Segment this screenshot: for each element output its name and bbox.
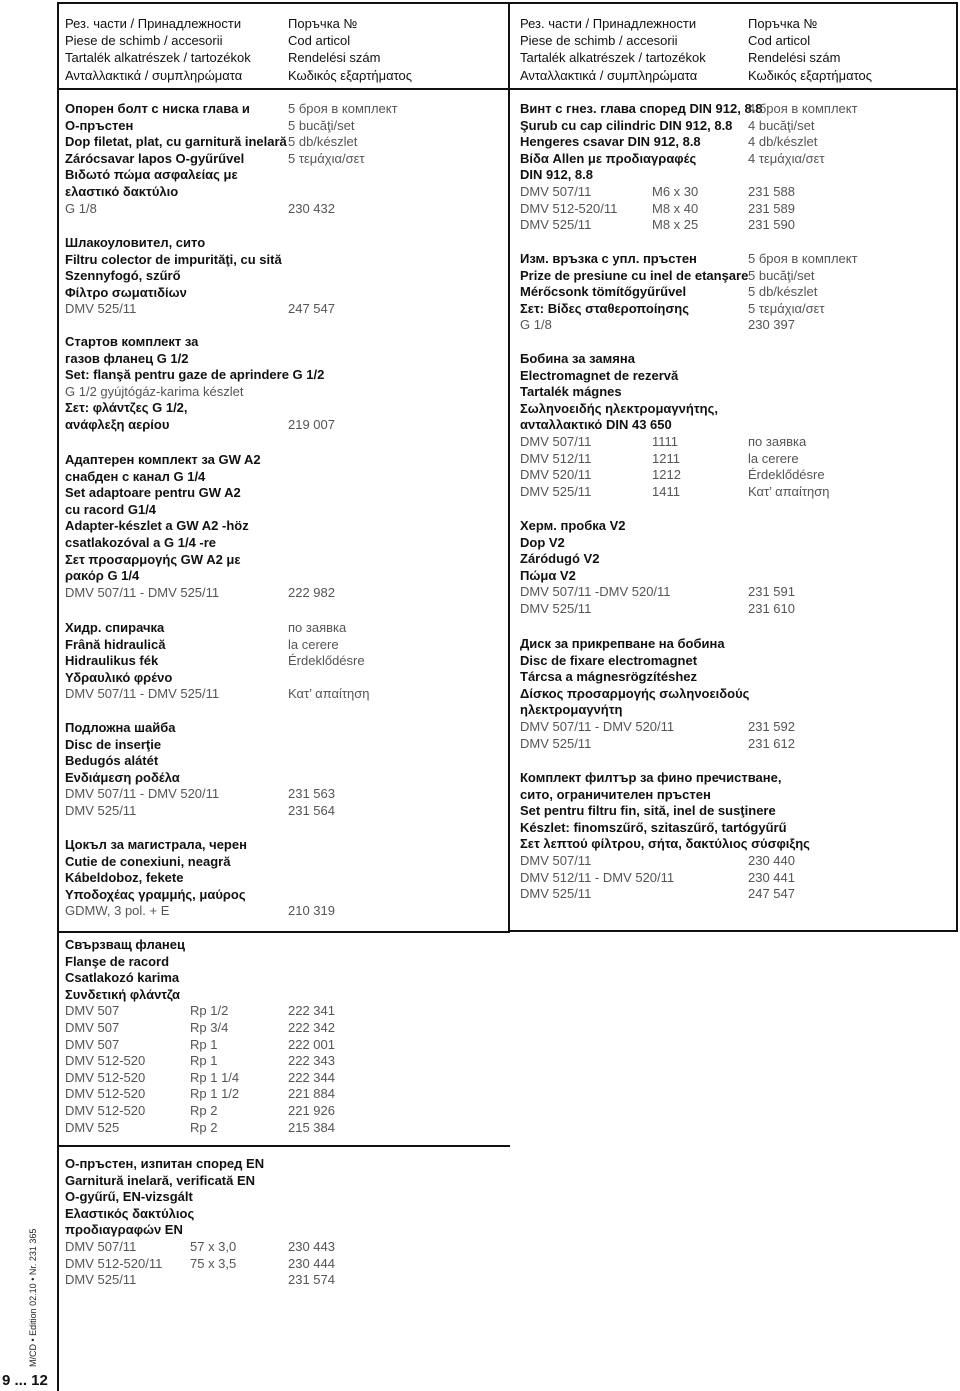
part-description: O-gyűrű, EN-vizsgált bbox=[65, 1189, 193, 1205]
header-right-line: Cod articol bbox=[748, 33, 811, 49]
part-number: 247 547 bbox=[748, 886, 795, 902]
part-description: Hidraulikus fék bbox=[65, 653, 159, 669]
part-description: Стартов комплект за bbox=[65, 334, 199, 349]
part-description: Υποδοχέας γραμμής, μαύρος bbox=[65, 886, 246, 902]
part-description: DMV 507/11 -DMV 520/11 bbox=[520, 584, 671, 600]
part-size: 1111 bbox=[652, 434, 679, 449]
part-description: Свързващ фланец bbox=[65, 937, 186, 952]
part-number: 230 440 bbox=[748, 853, 795, 868]
right-border bbox=[956, 2, 958, 931]
part-description: О-пръстен, изпитан според EN bbox=[65, 1156, 265, 1171]
part-description: Ελαστικός δακτύλιος bbox=[65, 1205, 195, 1221]
part-size: Rp 2 bbox=[190, 1119, 218, 1135]
part-description: ανάφλεξη αερίου bbox=[65, 417, 170, 432]
part-description: Frână hidraulică bbox=[65, 636, 166, 652]
part-description: G 1/2 gyújtógáz-karima készlet bbox=[65, 383, 244, 399]
part-number: 5 db/készlet bbox=[748, 284, 818, 300]
part-description: Φίλτρο σωματιδίων bbox=[65, 284, 187, 300]
part-description: DMV 507 bbox=[65, 1036, 120, 1052]
part-description: DMV 507/11 bbox=[520, 853, 592, 868]
part-number: 231 591 bbox=[748, 584, 795, 600]
part-number: 222 341 bbox=[288, 1003, 335, 1019]
header-left-line: Рез. части / Принадлежности bbox=[520, 16, 697, 31]
part-description: Опорен болт с ниска глава и bbox=[65, 101, 250, 116]
part-number: Κατ’ απαίτηση bbox=[288, 686, 370, 702]
part-number: 5 τεμάχια/σετ bbox=[748, 300, 825, 316]
part-description: DMV 525/11 bbox=[520, 886, 592, 902]
part-number: 230 444 bbox=[288, 1255, 335, 1271]
part-number: 231 612 bbox=[748, 735, 795, 751]
part-number: по заявка bbox=[288, 620, 347, 635]
header-right-line: Поръчка № bbox=[288, 16, 358, 31]
part-size: Rp 1 1/2 bbox=[190, 1086, 240, 1102]
part-description: DMV 512-520 bbox=[65, 1086, 146, 1102]
part-description: DMV 520/11 bbox=[520, 467, 592, 483]
part-size: Rp 1 bbox=[190, 1053, 218, 1069]
part-number: 231 590 bbox=[748, 217, 795, 233]
part-description: DMV 507/11 - DMV 520/11 bbox=[65, 786, 220, 802]
part-number: 247 547 bbox=[288, 301, 335, 317]
part-number: 231 592 bbox=[748, 719, 795, 734]
part-size: Rp 1 1/4 bbox=[190, 1069, 240, 1085]
part-description: DMV 512-520 bbox=[65, 1053, 146, 1069]
part-description: προδιαγραφών EN bbox=[65, 1222, 183, 1238]
part-description: Prize de presiune cu inel de etanşare bbox=[520, 267, 749, 283]
part-number: 231 574 bbox=[288, 1272, 335, 1288]
part-number: по заявка bbox=[748, 434, 807, 449]
part-description: Disc de fixare electromagnet bbox=[520, 652, 698, 668]
part-description: DMV 512-520 bbox=[65, 1069, 146, 1085]
part-description: Mérőcsonk tömítőgyűrűvel bbox=[520, 284, 687, 300]
part-description: Адаптерен комплект за GW A2 bbox=[65, 452, 261, 467]
part-description: DMV 507/11 - DMV 520/11 bbox=[520, 719, 675, 734]
part-number: 231 589 bbox=[748, 200, 795, 216]
part-number: 222 342 bbox=[288, 1020, 335, 1035]
header-right-line: Rendelési szám bbox=[288, 50, 381, 66]
part-description: Херм. пробка V2 bbox=[520, 518, 626, 533]
part-description: Tartalék mágnes bbox=[520, 384, 622, 400]
part-description: DMV 507 bbox=[65, 1003, 120, 1019]
part-description: Cutie de conexiuni, neagră bbox=[65, 853, 231, 869]
part-description: Диск за прикрепване на бобина bbox=[520, 636, 725, 651]
page-range: 9 ... 12 bbox=[2, 1372, 48, 1389]
part-size: 57 x 3,0 bbox=[190, 1239, 237, 1254]
part-description: DMV 507/11 - DMV 525/11 bbox=[65, 686, 220, 702]
part-number: Κατ’ απαίτηση bbox=[748, 483, 830, 499]
part-description: Βιδωτό πώμα ασφαλείας με bbox=[65, 167, 238, 183]
part-number: 231 610 bbox=[748, 601, 795, 616]
part-description: DIN 912, 8.8 bbox=[520, 167, 593, 183]
part-description: Záródugó V2 bbox=[520, 551, 600, 567]
part-number: 230 432 bbox=[288, 200, 335, 216]
part-description: Set: flanşă pentru gaze de aprindere G 1/2 bbox=[65, 367, 325, 383]
part-description: Dop filetat, plat, cu garnitură inelară bbox=[65, 134, 287, 150]
part-description: Zárócsavar lapos O-gyűrűvel bbox=[65, 150, 245, 166]
part-description: Подложна шайба bbox=[65, 720, 176, 735]
part-description: DMV 507 bbox=[65, 1020, 120, 1035]
part-description: ηλεκτρομαγνήτη bbox=[520, 702, 623, 718]
part-description: DMV 512-520/11 bbox=[65, 1255, 163, 1271]
header-left-line: Tartalék alkatrészek / tartozékok bbox=[65, 50, 251, 66]
part-number: 222 343 bbox=[288, 1053, 335, 1069]
part-description: DMV 507/11 bbox=[65, 1239, 137, 1254]
part-number: 231 588 bbox=[748, 184, 795, 199]
part-description: Комплект филтър за фино пречистване, bbox=[520, 770, 782, 785]
part-description: Tárcsa a mágnesrögzítéshez bbox=[520, 669, 698, 685]
part-description: Βίδα Allen με προδιαγραφές bbox=[520, 150, 697, 166]
section-divider-2 bbox=[57, 1145, 510, 1147]
part-number: 230 397 bbox=[748, 317, 795, 333]
part-number: 4 броя в комплект bbox=[748, 101, 858, 116]
part-size: Rp 1 bbox=[190, 1036, 218, 1052]
part-number: 230 441 bbox=[748, 869, 795, 885]
part-description: Цокъл за магистрала, черен bbox=[65, 837, 247, 852]
part-number: Érdeklődésre bbox=[748, 467, 825, 483]
header-left-line: Piese de schimb / accesorii bbox=[520, 33, 678, 49]
part-description: DMV 525/11 bbox=[520, 483, 592, 499]
part-description: DMV 525/11 bbox=[65, 301, 137, 317]
part-description: сито, ограничителен пръстен bbox=[520, 786, 711, 802]
part-description: Szennyfogó, szűrő bbox=[65, 268, 181, 284]
part-number: 231 563 bbox=[288, 786, 335, 802]
header-right-line: Cod articol bbox=[288, 33, 351, 49]
part-size: M6 x 30 bbox=[652, 184, 699, 199]
part-description: Flanşe de racord bbox=[65, 953, 170, 969]
part-description: Hengeres csavar DIN 912, 8.8 bbox=[520, 134, 701, 150]
section-divider-1 bbox=[57, 931, 510, 933]
part-description: DMV 525 bbox=[65, 1119, 120, 1135]
part-number: 231 564 bbox=[288, 803, 335, 818]
part-description: Electromagnet de rezervă bbox=[520, 367, 679, 383]
part-description: ανταλλακτικό DIN 43 650 bbox=[520, 417, 672, 433]
part-description: G 1/8 bbox=[65, 200, 97, 216]
bottom-divider bbox=[508, 930, 958, 932]
part-description: Csatlakozó karima bbox=[65, 970, 180, 986]
part-description: Хидр. спирачка bbox=[65, 620, 165, 635]
part-number: 5 τεμάχια/σετ bbox=[288, 150, 365, 166]
part-description: О-пръстен bbox=[65, 117, 134, 133]
part-number: 4 bucăţi/set bbox=[748, 117, 815, 133]
part-description: Set adaptoare pentru GW A2 bbox=[65, 485, 241, 501]
header-right-line: Κωδικός εξαρτήματος bbox=[288, 67, 413, 83]
part-description: Συνδετική φλάντζα bbox=[65, 986, 180, 1002]
part-description: газов фланец G 1/2 bbox=[65, 350, 189, 366]
part-size: 75 x 3,5 bbox=[190, 1255, 237, 1271]
part-description: Винт с гнез. глава според DIN 912, 8.8 bbox=[520, 101, 763, 116]
part-number: 221 926 bbox=[288, 1103, 335, 1118]
part-number: 5 bucăţi/set bbox=[288, 117, 355, 133]
part-description: cu racord G1/4 bbox=[65, 501, 157, 517]
part-number: 222 001 bbox=[288, 1036, 335, 1052]
part-description: DMV 507/11 bbox=[520, 434, 592, 449]
part-description: Kábeldoboz, fekete bbox=[65, 870, 184, 886]
header-left-line: Ανταλλακτικά / συμπληρώματα bbox=[520, 67, 698, 83]
part-description: DMV 525/11 bbox=[520, 735, 592, 751]
part-description: Készlet: finomszűrő, szitaszűrő, tartógyűrű bbox=[520, 819, 787, 835]
edition-note: M/CD • Edition 02.10 • Nr. 231 365 bbox=[28, 1228, 38, 1367]
top-border bbox=[57, 2, 957, 4]
part-size: Rp 1/2 bbox=[190, 1003, 229, 1019]
part-size: 1411 bbox=[652, 483, 680, 499]
part-description: DMV 512-520 bbox=[65, 1103, 146, 1118]
part-description: Σετ λεπτού φίλτρου, σήτα, δακτύλιος σύσφιξης bbox=[520, 836, 810, 852]
part-number: 4 τεμάχια/σετ bbox=[748, 150, 825, 166]
part-description: Ενδιάμεση ροδέλα bbox=[65, 769, 180, 785]
part-description: Σωληνοειδής ηλεκτρομαγνήτης, bbox=[520, 400, 718, 416]
part-number: 5 броя в комплект bbox=[748, 251, 858, 266]
part-description: csatlakozóval a G 1/4 -re bbox=[65, 535, 217, 550]
part-description: Garnitură inelară, verificată EN bbox=[65, 1172, 256, 1188]
part-description: ρακόρ G 1/4 bbox=[65, 568, 140, 584]
part-description: Изм. връзка с упл. пръстен bbox=[520, 251, 697, 266]
part-description: DMV 512/11 bbox=[520, 450, 592, 466]
part-description: GDMW, 3 pol. + E bbox=[65, 903, 170, 919]
part-description: Adapter-készlet a GW A2 -höz bbox=[65, 518, 249, 534]
part-description: DMV 507/11 - DMV 525/11 bbox=[65, 584, 220, 600]
header-left-line: Ανταλλακτικά / συμπληρώματα bbox=[65, 67, 243, 83]
part-size: Rp 2 bbox=[190, 1103, 218, 1118]
part-description: DMV 512/11 - DMV 520/11 bbox=[520, 869, 675, 885]
header-left-line: Piese de schimb / accesorii bbox=[65, 33, 223, 49]
header-right-line: Κωδικός εξαρτήματος bbox=[748, 67, 873, 83]
part-description: Şurub cu cap cilindric DIN 912, 8.8 bbox=[520, 117, 733, 133]
part-description: Шлакоуловител, сито bbox=[65, 235, 206, 250]
part-number: la cerere bbox=[748, 450, 799, 466]
part-size: M8 x 25 bbox=[652, 217, 699, 233]
part-number: 230 443 bbox=[288, 1239, 335, 1254]
header-right-line: Поръчка № bbox=[748, 16, 818, 31]
part-description: Σετ: Βίδες σταθεροποίησης bbox=[520, 300, 689, 316]
part-description: Disc de inserţie bbox=[65, 736, 162, 752]
part-description: G 1/8 bbox=[520, 317, 552, 333]
part-number: 219 007 bbox=[288, 417, 335, 432]
header-left-line: Рез. части / Принадлежности bbox=[65, 16, 242, 31]
part-number: la cerere bbox=[288, 636, 339, 652]
part-size: 1211 bbox=[652, 450, 680, 466]
part-number: Érdeklődésre bbox=[288, 653, 365, 669]
part-description: Πώμα V2 bbox=[520, 567, 576, 583]
part-number: 210 319 bbox=[288, 903, 335, 919]
part-description: Σετ προσαρμογής GW A2 με bbox=[65, 551, 241, 567]
part-number: 215 384 bbox=[288, 1119, 335, 1135]
part-description: Filtru colector de impurităţi, cu sită bbox=[65, 251, 282, 267]
part-description: DMV 525/11 bbox=[520, 601, 592, 616]
part-description: Set pentru filtru fin, sită, inel de susţinere bbox=[520, 803, 776, 819]
part-size: M8 x 40 bbox=[652, 200, 699, 216]
part-number: 222 344 bbox=[288, 1069, 335, 1085]
part-number: 222 982 bbox=[288, 584, 335, 600]
header-right-line: Rendelési szám bbox=[748, 50, 841, 66]
part-description: Δίσκος προσαρμογής σωληνοειδούς bbox=[520, 685, 750, 701]
part-size: Rp 3/4 bbox=[190, 1020, 229, 1035]
part-description: снабден с канал G 1/4 bbox=[65, 468, 206, 484]
part-description: ελαστικό δακτύλιο bbox=[65, 184, 179, 199]
part-description: DMV 525/11 bbox=[520, 217, 592, 233]
part-description: DMV 507/11 bbox=[520, 184, 592, 199]
part-number: 4 db/készlet bbox=[748, 134, 818, 150]
part-description: Бобина за замяна bbox=[520, 351, 635, 366]
part-description: DMV 512-520/11 bbox=[520, 200, 618, 216]
part-number: 221 884 bbox=[288, 1086, 335, 1102]
part-description: Υδραυλικό φρένο bbox=[65, 669, 173, 685]
part-number: 5 броя в комплект bbox=[288, 101, 398, 116]
part-description: Bedugós alátét bbox=[65, 753, 159, 769]
part-description: DMV 525/11 bbox=[65, 1272, 137, 1288]
part-number: 5 db/készlet bbox=[288, 134, 358, 150]
part-description: Σετ: φλάντζες G 1/2, bbox=[65, 400, 188, 416]
part-description: Dop V2 bbox=[520, 534, 565, 550]
header-divider bbox=[57, 88, 957, 90]
part-description: DMV 525/11 bbox=[65, 803, 137, 818]
header-left-line: Tartalék alkatrészek / tartozékok bbox=[520, 50, 706, 66]
part-size: 1212 bbox=[652, 467, 681, 483]
column-divider bbox=[508, 2, 510, 931]
left-margin-line bbox=[57, 2, 59, 1391]
part-number: 5 bucăţi/set bbox=[748, 267, 815, 283]
